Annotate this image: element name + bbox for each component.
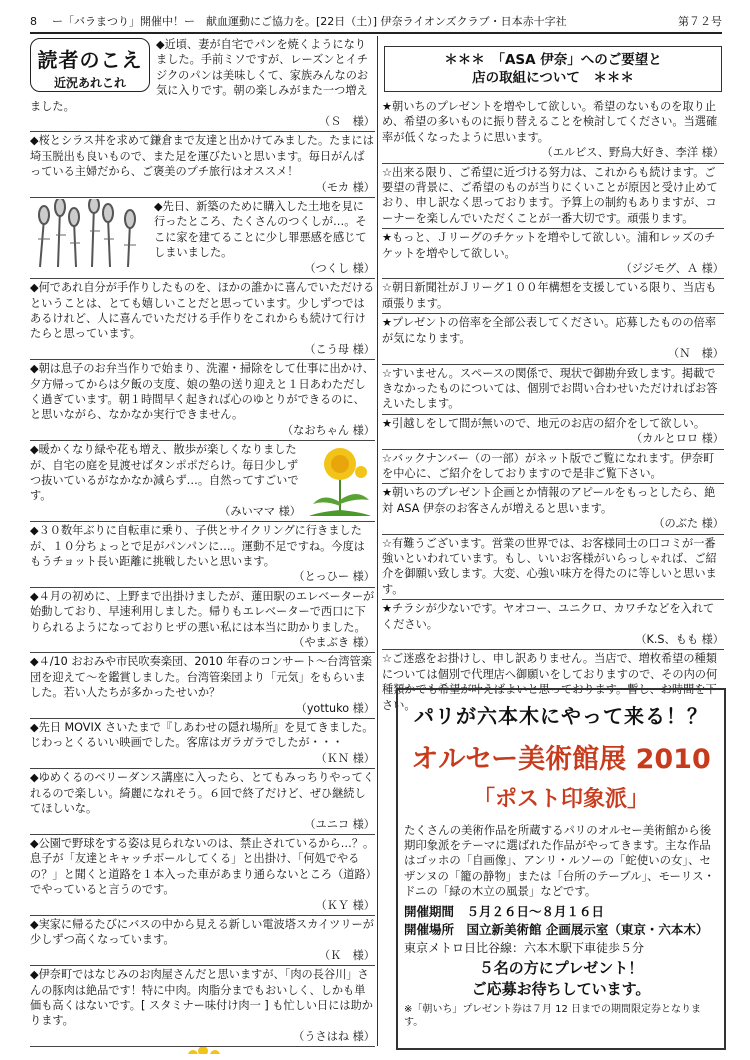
reader-entry: ◆ゆめくるのベリーダンス講座に入ったら、とてもみっちりやってくれるので楽しい。綺麗になれそう。６回で終了だけど、ぜひ継続してほしいな。 （ユニコ 様） [30,769,375,835]
request-entry: ★チラシが少ないです。ヤオコー、ユニクロ、カワチなどを入れてください。 （K.S、もも 様） [382,600,724,650]
reader-entry: ◆公園で野球をする姿は見られないのは、禁止されているから…？。息子が「友達とキャッチボールしてくる」と出掛け、「何処でやるの？」と聞くと道路を１本入った車があまり通らないところ（道路）でやっていると言うのです。 （ＫＹ 様） [30,835,375,916]
response-entry: ☆ご迷惑をお掛けし、申し訳ありません。当店で、増枚希望の種類については個別で代理店へ御願いをしておりますので、その内の何種類かでも希望が叶えばよいと思っております。暫し、お時間を下さい。 [382,652,718,712]
request-entry: ★もっと、Ｊリーグのチケットを増やして欲しい。浦和レッズのチケットを増やして欲しい。 （ジジモグ、Ａ 様） [382,229,724,279]
entry-signature: （うさはね 様） [293,1029,375,1043]
response-entry: ☆出来る限り、ご希望に近づける努力は、これからも続けます。ご要望の背景に、ご希望のものが当りにくいことが原因と受け止めており、申し訳なく思っております。予算上の制約もありますが、コーナーを楽しんでいただくことが一番大切です。頑張ります。 [382,164,724,230]
page-header [30,10,722,34]
response-entry: ☆すいません。スペースの関係で、現状で御勘弁致します。掲載できなかったものについては、個別でお問い合わせいただければお答えいたします。 [382,365,724,415]
section-subtitle: 近況あれこれ [53,76,126,90]
ad-gift-line2: ご応募お待ちしています。 [471,980,651,999]
response-entry: ☆有難うございます。営業の世界では、お客様同士の口コミが一番強いといわれています。もし、いいお客様がいらっしゃれば、ご紹介を御願い致します。大変、心強い味方を得たのに等しいと思います。 [382,535,724,601]
reader-entry: ◆４月の初めに、上野まで出掛けましたが、蓮田駅のエレベーターが始動しており、早速利用しました。帰りもエレベーターで西口に下りられるようになっておりヒザの悪い私には本当に助かりました。 （やまぶき 様） [30,588,375,654]
entry-signature: （のぶた 様） [653,517,724,531]
reader-entry: ◆何であれ自分が手作りしたものを、ほかの誰かに喜んでいただけるということは、とても嬉しいことだと思っています。少しずつではあるけれど、人に喜んでいただける手作りをこれからも続けて行けたらと思っています。 （こう母 様） [30,279,375,360]
requests-heading: ＊＊＊ 「ASA 伊奈」へのご要望と 店の取組について ＊＊＊ [384,46,722,92]
entry-signature: （Ｓ 様） [319,115,375,129]
reader-entry: ◆暖かくなり緑や花も増え、散歩が楽しくなりましたが、自宅の庭を見渡せばタンポポだらけ。毎日少しずつ抜いているがなかなか減らず…。自然ってすごいです。 （みいママ 様） [30,441,375,522]
dandelion-illustration [305,442,375,516]
section-title-box [30,38,150,92]
horsetail-sprouts-illustration [30,199,148,269]
reader-entry: ◆実家に帰るたびにバスの中から見える新しい電波塔スカイツリーが少しずつ高くなっています。 （Ｋ 様） [30,916,375,966]
request-entry: ★プレゼントの倍率を全部公表してください。応募したものの倍率が気になります。 （Ｎ 様） [382,314,724,364]
reader-entry: ◆朝は息子のお弁当作りで始まり、洗濯・掃除をして仕事に出かけ、夕方帰ってからは夕飯の支度、娘の塾の送り迎えと１日あわただしく過ぎています。朝１時間早く起きれば心のゆとりができるのに、と思いながら、なかなか実行できません。 （なおちゃん 様） [30,360,375,441]
response-entry: ☆バックナンバー（の一部）がネット版でご覧になれます。伊奈町を中心に、ご紹介をしておりますので是非ご覧下さい。 [382,450,724,485]
reader-entry: ◆先日、新築のために購入した土地を見に行ったところ、たくさんのつくしが…。そこに家を建てることに少し罪悪感を感じてしまいました。 （つくし 様） [30,198,375,279]
reader-entry: ◆４/10 おおみや市民吹奏楽団、2010 年春のコンサート〜台湾管楽団を迎えて〜を鑑賞しました。台湾管楽団より「元気」をもらいました。若い人たちが多かったせいか？ （yottuko 様） [30,653,375,719]
ad-access: 東京メトロ日比谷線：六本木駅下車徒歩５分 [404,941,645,956]
entry-signature: （こう母 様） [304,342,375,356]
entry-signature: （ユニコ 様） [304,817,375,831]
entry-signature: （yottuko 様） [295,701,375,715]
reader-entry: ◆先日 MOVIX さいたまで『しあわせの隠れ場所』を見てきました。じわっとくるいい映画でした。客席はガラガラでしたが・・・ （ＫＮ 様） [30,719,375,769]
reader-entry: ◆近頃、妻が自宅でパンを焼くようになりました。手前ミソですが、レーズンとイチジクのパンは美味しくて、家族みんなのお気に入りです。朝の楽しみがまた一つ増えました。 （Ｓ 様） [30,36,375,132]
entry-signature: （ＫＹ 様） [315,898,375,912]
reader-entry: ◆桜とシラス丼を求めて鎌倉まで友達と出かけてみました。たまには埼玉脱出も良いもので、また足を運びたいと思います。毎日がんばっている主婦だから、ご褒美のプチ旅行はオススメ！ （モカ 様） [30,132,375,198]
entry-signature: （Ｋ 様） [319,948,375,962]
entry-signature: （エルビス、野鳥大好き、李洋 様） [541,146,724,160]
header-banner-text: ー「バラまつり」開催中！ー 献血運動にご協力を。[22日（土）] 伊奈ライオンズクラブ・日本赤十字社 [52,15,567,28]
ad-description: たくさんの美術作品を所蔵するパリのオルセー美術館から後期印象派をテーマに選ばれた作品がやってきます。主な作品はゴッホの「自画像」、アンリ・ルソーの「蛇使いの女」、セザンヌの「籠の静物」または「台所のテーブル」、モーリス・ドニの「緑の木立の風景」などです。 [404,823,715,898]
issue-number: 第７２号 [678,15,722,28]
reader-entry: ◆３０数年ぶりに自転車に乗り、子供とサイクリングに行きましたが、１０分ちょっとで足がパンパンに…。運動不足ですね。今度はもうチョット長い距離に挑戦したいと思います。 （とっひー 様） [30,522,375,588]
response-entry: ☆朝日新聞社がＪリーグ１００年構想を支援している限り、当店も頑張ります。 [382,279,724,314]
ad-tagline: パリが六本木にやって来る！？ [414,704,708,728]
request-entry: ★引越しをして間が無いので、地元のお店の紹介をして欲しい。 （カルとロロ 様） [382,415,724,450]
entry-signature: （K.S、もも 様） [635,633,724,646]
ad-note: ※「朝いち」プレゼント券は７月 12 日までの期間限定券となります。 [404,1004,702,1029]
entry-signature: （なおちゃん 様） [281,423,375,437]
flower-vase-illustration [173,1047,233,1054]
entry-signature: （モカ 様） [315,180,375,194]
entry-signature: （Ｎ 様） [668,347,724,361]
entry-signature: （やまぶき 様） [293,636,375,650]
flower-vase-area [30,1047,375,1054]
reader-voices-column [30,36,375,1054]
reader-entry: ◆伊奈町ではなじみのお肉屋さんだと思いますが、「肉の長谷川」さんの豚肉は絶品です！特に中肉。肉脂分までもおいしく、しかも単価も高くはないです。[ スタミナー味付け肉一 ] も忙しい日には助かります。 （うさはね 様） [30,966,375,1047]
section-title: 読者のこえ [37,48,143,72]
ad-exhibition-title: オルセー美術館展 2010 [411,744,711,775]
ad-gift-line1: ５名の方にプレゼント！ [478,959,644,978]
entry-signature: （みいママ 様） [219,504,301,518]
request-entry: ★朝いちのプレゼント企画とか情報のアピールをもっとしたら、絶対 ASA 伊奈のお客さんが増えると思います。 （のぶた 様） [382,484,724,534]
request-entry: ★朝いちのプレゼントを増やして欲しい。希望のないものを取り止め、希望の多いものに振り替えることを検討してください。当選確率が低くなったように思います。 （エルビス、野鳥大好き、李洋 様） [382,98,724,164]
ad-period: 開催期間 ５月２６日〜８月１６日 [404,904,605,920]
exhibition-ad-box [396,688,726,1050]
ad-venue: 開催場所 国立新美術館 企画展示室（東京・六本木） [404,922,709,938]
entry-signature: （とっひー 様） [293,570,375,584]
entry-signature: （ジジモグ、Ａ 様） [620,262,724,276]
page-number: 8 [30,14,37,28]
entry-signature: （カルとロロ 様） [630,432,724,446]
entry-signature: （ＫＮ 様） [315,751,375,765]
entry-signature: （つくし 様） [304,261,375,275]
column-divider [377,36,378,1046]
ad-exhibition-subtitle: 「ポスト印象派」 [472,787,649,812]
